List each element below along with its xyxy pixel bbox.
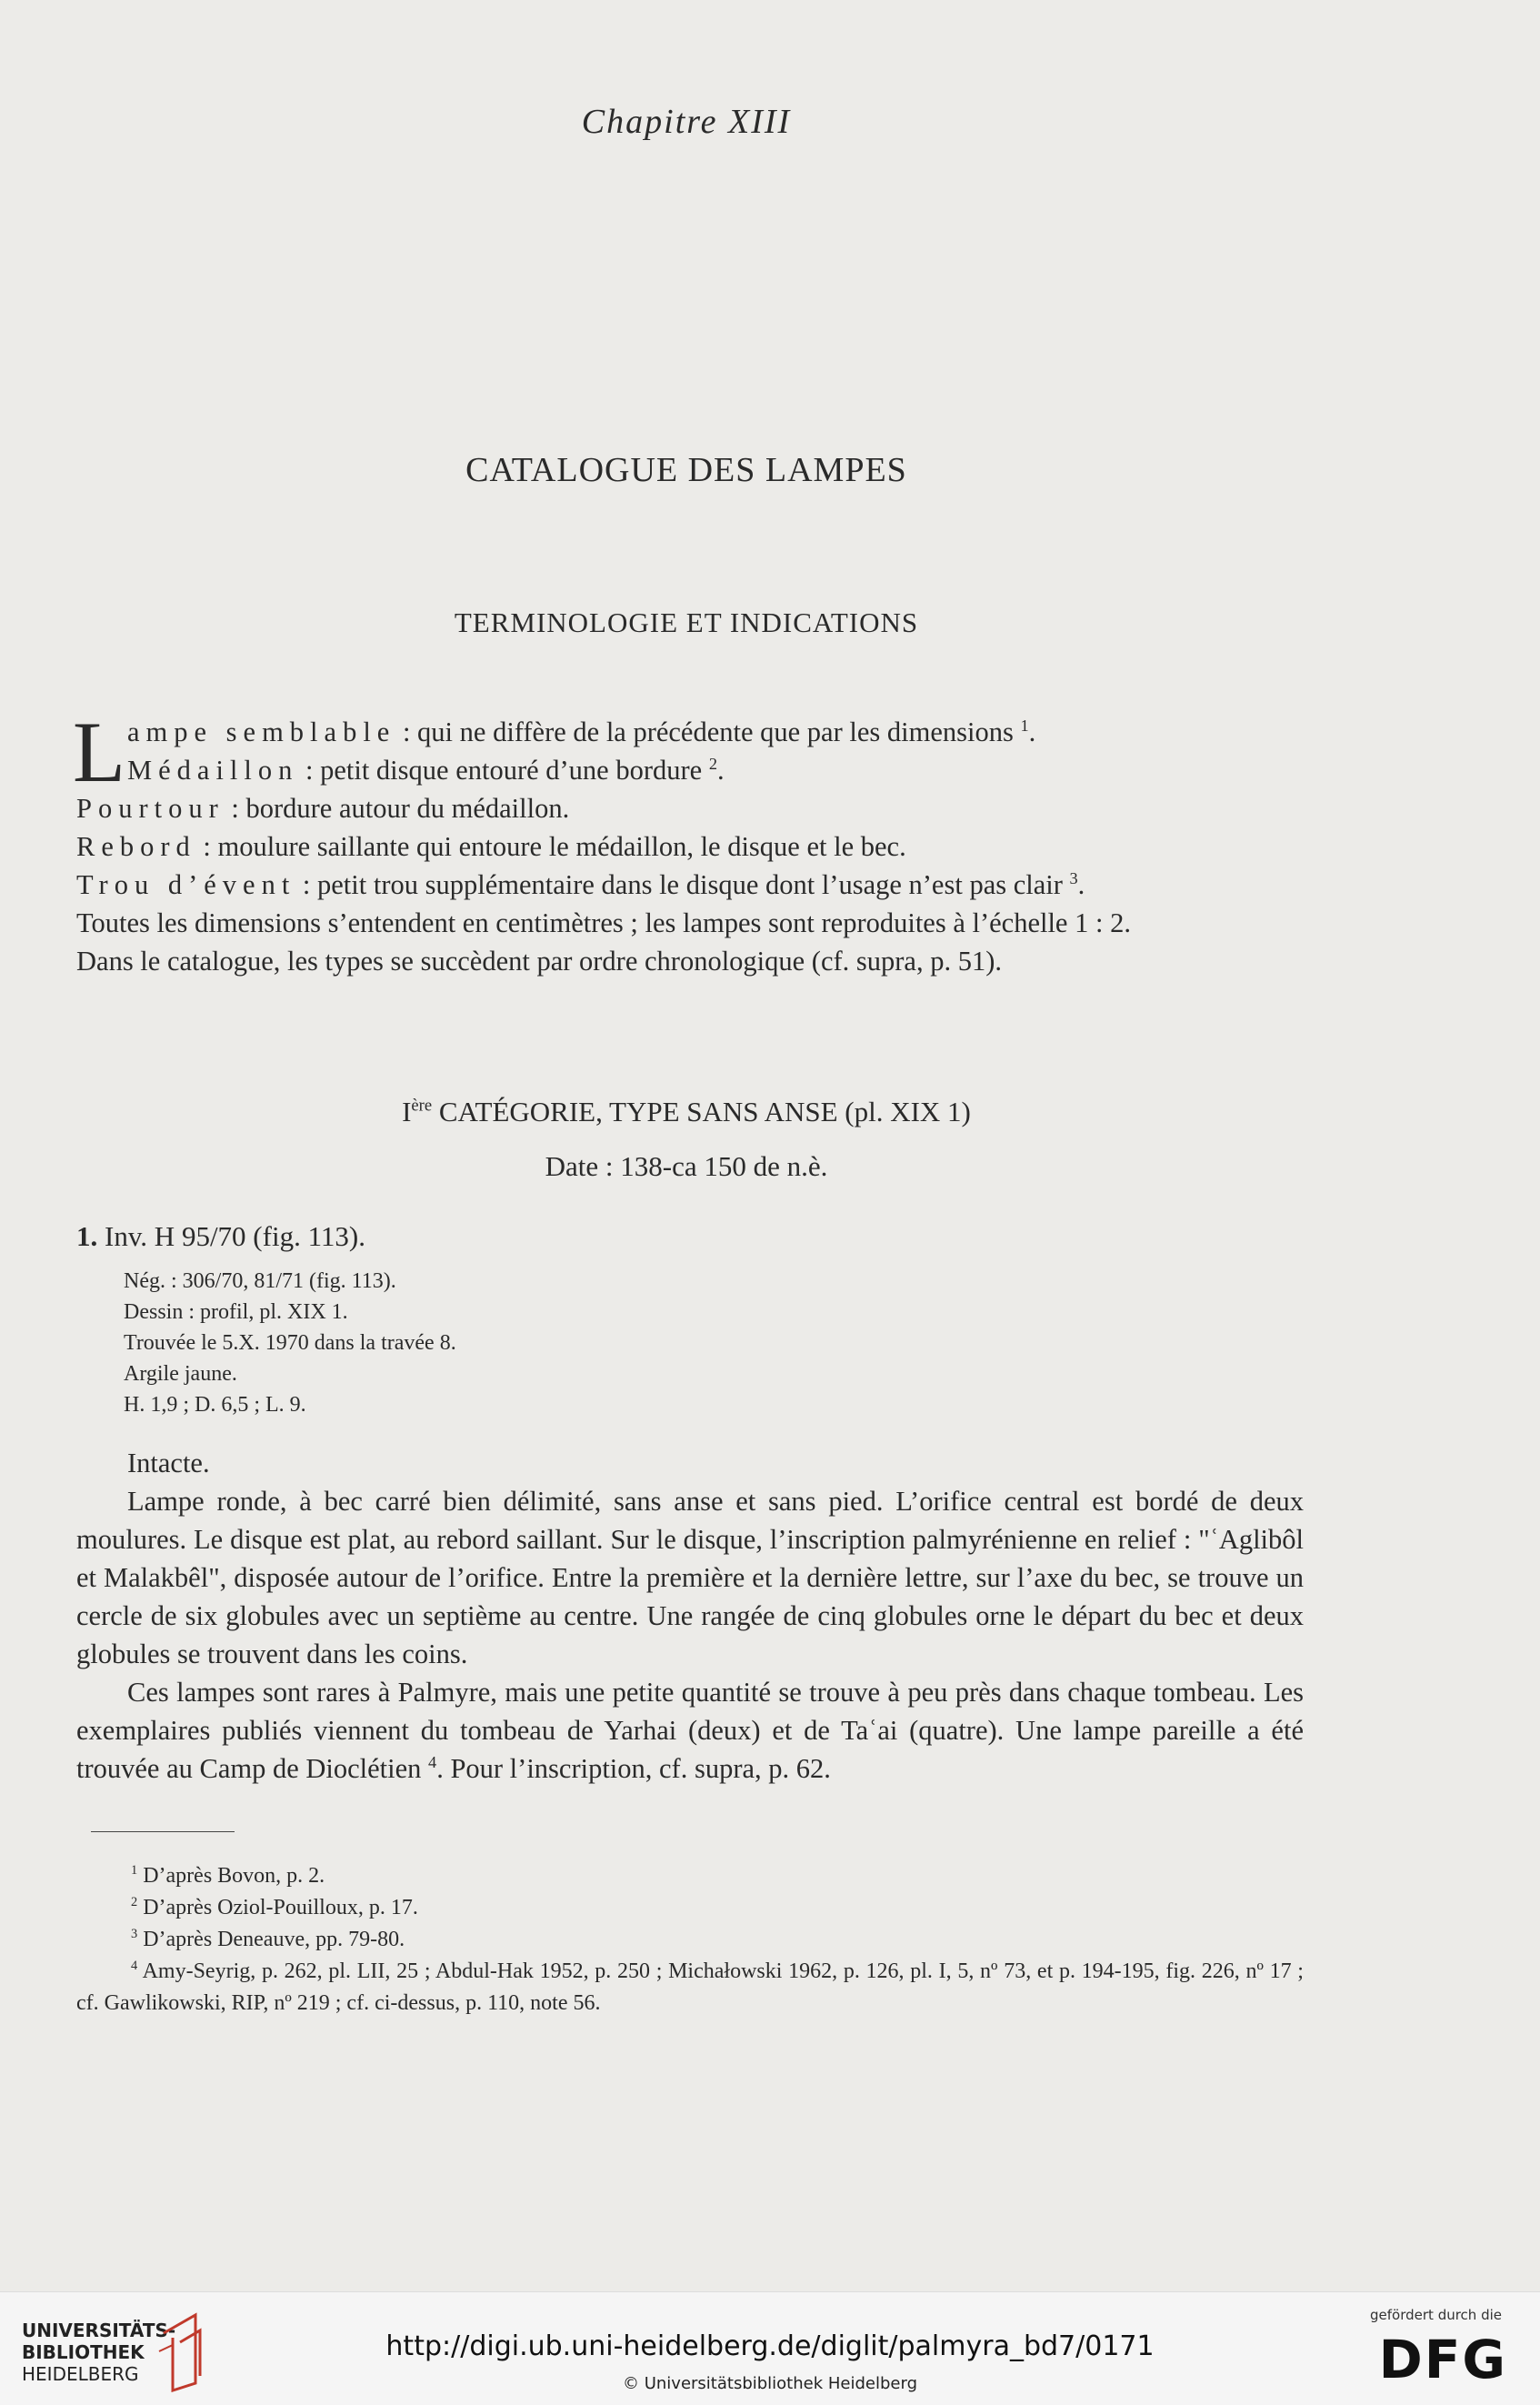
footnote-2: $^2$ D’après Oziol-Pouilloux, p. 17. [131, 1895, 418, 1919]
dimensions-note: Toutes les dimensions s’entendent en centimètres ; les lampes sont reproduites à l’échelle 1 : 2. [76, 907, 1131, 938]
term-trou-devent: Trou d’évent [76, 869, 296, 900]
term-line-2: Médaillon : petit disque entouré d’une bordure $^2$. [127, 754, 725, 786]
footnote-ref: 2 [708, 754, 717, 773]
section-subtitle: TERMINOLOGIE ET INDICATIONS [454, 606, 919, 638]
term-definition: : qui ne diffère de la précédente que par les dimensions [395, 716, 1021, 747]
entry-number: 1. [76, 1220, 98, 1252]
term-definition: : petit disque entouré d’une bordure [298, 755, 709, 786]
term-line-5: Trou d’évent : petit trou supplémentaire dans le disque dont l’usage n’est pas clair $^3$. [76, 868, 1085, 900]
dfg-logo: DFG [1378, 2329, 1507, 2390]
footnote-4: $^4$ Amy-Seyrig, p. 262, pl. LII, 25 ; Abdul-Hak 1952, p. 250 ; Michałowski 1962, p. 126, pl. I, 5, nº 73, et p. 194-195, fig. 226, nº 17 ; cf. Gawlikowski, RIP, nº 219 ; cf. ci-dessus, p. 110, note 56. [76, 1959, 1304, 2015]
category-heading: Ière CATÉGORIE, TYPE SANS ANSE (pl. XIX 1) [402, 1096, 971, 1127]
funder-label: gefördert durch die [1370, 2307, 1502, 2323]
chapter-heading: Chapitre XIII [581, 103, 792, 141]
digitization-footer [0, 2291, 1540, 2405]
entry-detail: H. 1,9 ; D. 6,5 ; L. 9. [124, 1393, 306, 1417]
footnote-ref: 3 [1069, 868, 1078, 887]
category-date: Date : 138-ca 150 de n.è. [545, 1150, 828, 1182]
description-paragraph: Lampe ronde, à bec carré bien délimité, sans anse et sans pied. L’orifice central est bordé de deux moulures. Le disque est plat, au rebord saillant. Sur le disque, l’inscription palmyrénienne en relief : "ʿAglibôl et Malakbêl", disposée autour de l’orifice. Entre la première et la dernière lettre, sur l’axe du bec, se trouve un cercle de six globules avec un septième au centre. Une rangée de cinq globules orne le départ du bec et deux globules se trouvent dans les coins. [76, 1486, 1304, 1669]
term-line-4 [76, 827, 906, 866]
drop-cap: L [73, 704, 126, 800]
entry-header [76, 1220, 365, 1253]
footnote-ref: 1 [1020, 716, 1029, 735]
footnote-1: $^1$ D’après Bovon, p. 2. [131, 1863, 325, 1888]
entry-state: Intacte. [127, 1448, 210, 1478]
footnote-rule [91, 1831, 235, 1832]
permalink-url[interactable]: http://digi.ub.uni-heidelberg.de/diglit/palmyra_bd7/0171 [385, 2330, 1155, 2362]
entry-detail: Nég. : 306/70, 81/71 (fig. 113). [124, 1269, 396, 1293]
term-definition: : moulure saillante qui entoure le médaillon, le disque et le bec. [195, 831, 906, 862]
library-name: UNIVERSITÄTS- BIBLIOTHEK HEIDELBERG [22, 2320, 176, 2385]
entry-inventory: Inv. H 95/70 (fig. 113). [97, 1220, 365, 1252]
term-rebord: Rebord [76, 831, 196, 862]
entry-detail: Argile jaune. [124, 1362, 237, 1386]
term-definition: : petit trou supplémentaire dans le disque dont l’usage n’est pas clair [295, 869, 1070, 900]
footnote-ref: 4 [428, 1752, 437, 1771]
comparison-paragraph: Ces lampes sont rares à Palmyre, mais une petite quantité se trouve à peu près dans chaque tombeau. Les exemplaires publiés viennent du tombeau de Yarhai (deux) et de Taʿai (quatre). Une lampe pareille a été trouvée au Camp de Dioclétien $^4$. Pour l’inscription, cf. supra, p. 62. [76, 1677, 1304, 1784]
term-definition: : bordure autour du médaillon. [224, 793, 570, 824]
footnote-3: $^3$ D’après Deneauve, pp. 79-80. [131, 1927, 405, 1951]
page-title: CATALOGUE DES LAMPES [465, 451, 907, 489]
term-medaillon: Médaillon [127, 755, 299, 786]
entry-detail: Trouvée le 5.X. 1970 dans la travée 8. [124, 1331, 456, 1355]
term-lampe-semblable: ampe semblable [127, 716, 396, 747]
entry-detail: Dessin : profil, pl. XIX 1. [124, 1300, 348, 1324]
term-line-1: ampe semblable : qui ne diffère de la précédente que par les dimensions $^1$. [127, 716, 1036, 747]
term-line-3 [76, 789, 569, 827]
copyright-notice: © Universitätsbibliothek Heidelberg [622, 2374, 917, 2393]
catalogue-order-note: Dans le catalogue, les types se succèdent par ordre chronologique (cf. supra, p. 51). [76, 946, 1002, 977]
term-pourtour: Pourtour [76, 793, 225, 824]
